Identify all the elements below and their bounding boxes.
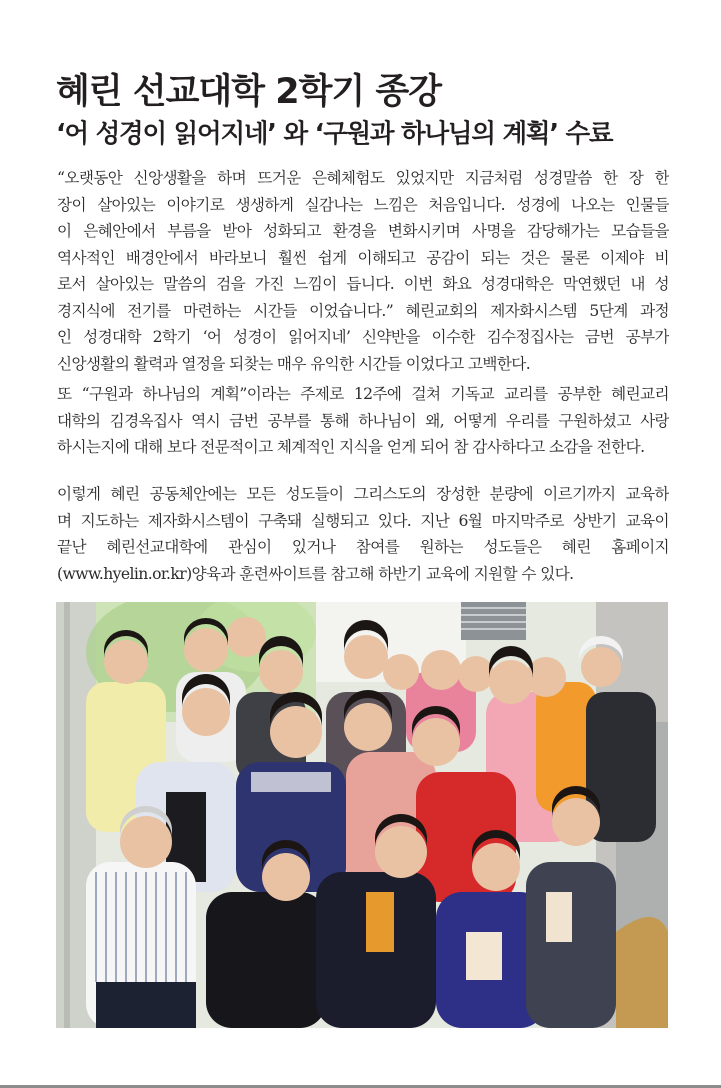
text-line: 하시는지에 대해 보다 전문적이고 체계적인 지식을 얻게 되어 참 감사하다고 소감을 전한다. xyxy=(57,438,645,456)
text-line: 이렇게 혜린 공동체안에는 모든 성도들이 그리스도의 장성한 분량에 이르기까지 교육하 xyxy=(57,485,669,503)
text-line: (www.hyelin.or.kr)양육과 훈련싸이트를 참고해 하반기 교육에 지원할 수 있다. xyxy=(57,564,574,583)
text-line: 역사적인 배경안에서 바라보니 훨씬 쉽게 이해되고 공감이 되는 것은 물론 이제야 비 xyxy=(57,248,669,267)
text-line: 경지식에 전기를 마련하는 시간들 이었습니다.” 혜린교회의 제자화시스템 5단계 과정 xyxy=(57,301,669,320)
article-title: 혜린 선교대학 2학기 종강 xyxy=(56,72,442,112)
text-line: 며 지도하는 제자화시스템이 구축돼 실행되고 있다. 지난 6월 마지막주로 상반기 교육이 xyxy=(57,511,669,530)
group-photo-illustration xyxy=(56,602,668,1028)
text-line: 이 은혜안에서 부름을 받아 성화되고 환경을 변화시키며 사명을 감당해가는 모습들을 xyxy=(57,222,669,240)
paragraph-3 xyxy=(57,481,669,587)
group-photo xyxy=(56,602,668,1028)
article-subtitle: ‘어 성경이 읽어지네’ 와 ‘구원과 하나님의 계획’ 수료 xyxy=(56,119,613,149)
text-line: 대학의 김경옥집사 역시 금번 공부를 통해 하나님이 왜, 어떻게 우리를 구원하셨고 사랑 xyxy=(57,411,669,430)
paragraph-1 xyxy=(57,165,669,377)
text-line: 로서 살아있는 말씀의 검을 가진 느낌이 듭니다. 이번 화요 성경대학은 막연했던 내 성 xyxy=(57,275,669,293)
text-line: 인 성경대학 2학기 ‘어 성경이 읽어지네’ 신약반을 이수한 김수정집사는 금번 공부가 xyxy=(57,328,669,346)
text-line: 끝난 혜린선교대학에 관심이 있거나 참여를 원하는 성도들은 혜린 홈페이지 xyxy=(57,538,669,556)
text-line: 또 “구원과 하나님의 계획”이라는 주제로 12주에 걸쳐 기독교 교리를 공부한 혜린교리 xyxy=(57,385,669,403)
text-line: 신앙생활의 활력과 열정을 되찾는 매우 유익한 시간들 이었다고 고백한다. xyxy=(57,354,531,373)
paragraph-2 xyxy=(57,381,669,461)
text-line: “오랫동안 신앙생활을 하며 뜨거운 은혜체험도 있었지만 지금처럼 성경말씀 한 장 한 xyxy=(57,169,669,187)
text-line: 장이 살아있는 이야기로 생생하게 실감나는 느낌은 처음입니다. 성경에 나오는 인물들 xyxy=(57,195,669,214)
